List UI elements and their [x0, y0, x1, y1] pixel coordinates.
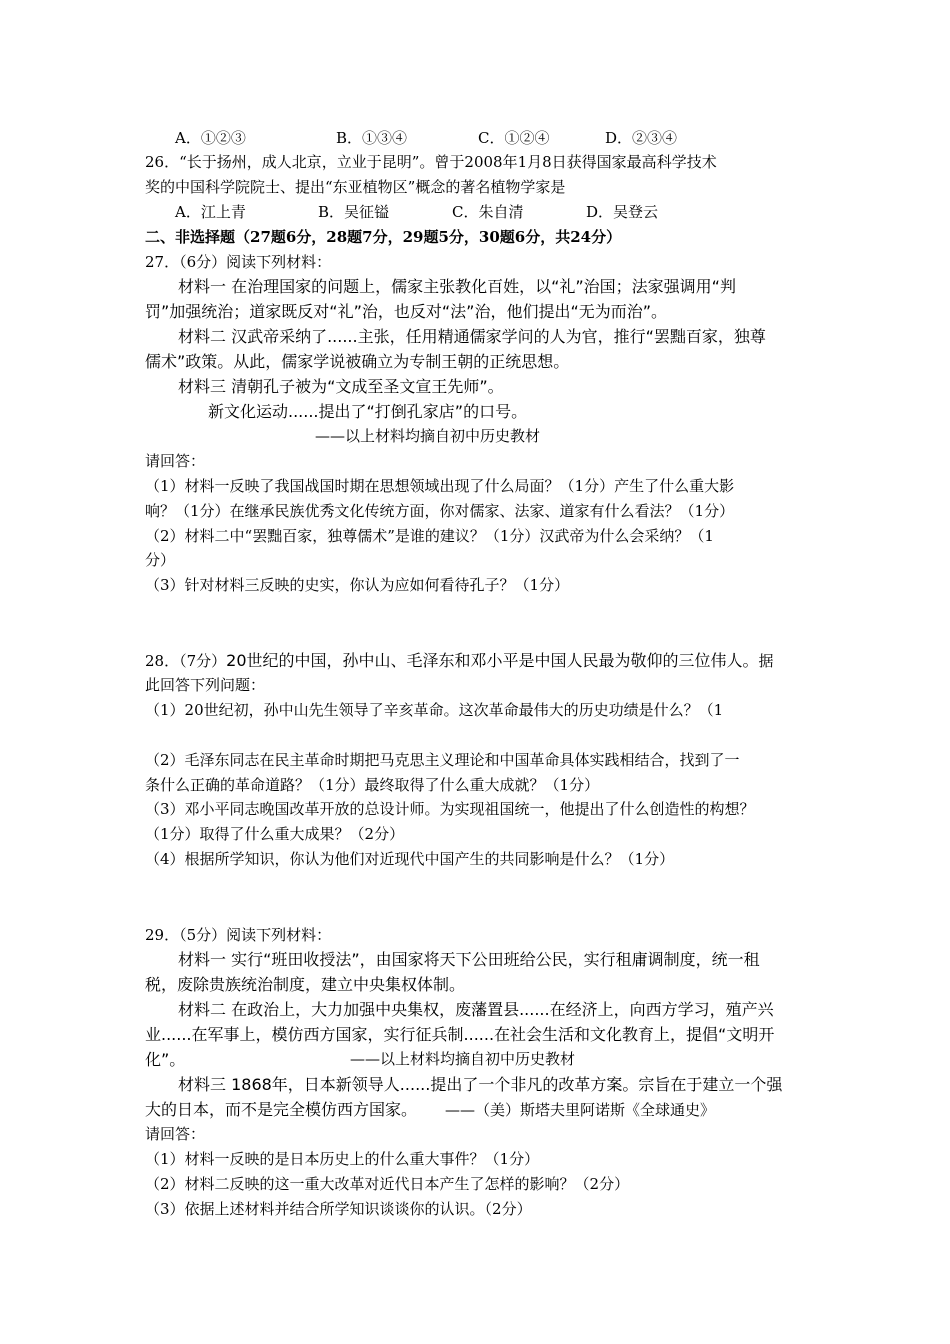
- q27-material2-line2: 儒术”政策。从此，儒家学说被确立为专制王朝的正统思想。: [145, 352, 570, 371]
- q29-material3-line2: 大的日本，而不是完全模仿西方国家。: [145, 1100, 418, 1119]
- section2-heading: 二、非选择题（27题6分，28题7分，29题5分，30题6分，共24分）: [145, 228, 622, 246]
- q28-header-text: 20世纪的中国，孙中山、毛泽东和邓小平是中国人民最为敬仰的三位伟人。: [226, 651, 759, 670]
- q29-material3-line1: 材料三 1868年，日本新领导人......提出了一个非凡的改革方案。宗旨在于建立一个强: [178, 1075, 783, 1094]
- q29-question3: （3）依据上述材料并结合所学知识谈谈你的认识。（2分）: [145, 1200, 532, 1218]
- q28-question3-line1: （3）邓小平同志晚国改革开放的总设计师。为实现祖国统一，他提出了什么创造性的构想？: [145, 800, 755, 818]
- q25-option-a: A．①②③: [175, 129, 246, 147]
- q29-header: 29．（5分）阅读下列材料：: [145, 926, 332, 944]
- q29-material1-line2: 税，废除贵族统治制度，建立中央集权体制。: [145, 975, 466, 994]
- q29-material2-line2: 业......在军事上，模仿西方国家，实行征兵制......在社会生活和文化教育上，提倡“文明开: [145, 1025, 775, 1044]
- q27-question3: （3）针对材料三反映的史实，你认为应如何看待孔子？（1分）: [145, 576, 570, 594]
- q27-source: ——以上材料均摘自初中历史教材: [315, 427, 541, 445]
- q29-question2: （2）材料二反映的这一重大改革对近代日本产生了怎样的影响？（2分）: [145, 1175, 630, 1193]
- q26-option-d: D．吴登云: [586, 203, 659, 221]
- q25-option-b: B．①③④: [336, 129, 408, 147]
- q27-header: 27．（6分）阅读下列材料：: [145, 253, 332, 271]
- q28-header-line2: 此回答下列问题：: [145, 676, 266, 694]
- q26-option-b: B．吴征镒: [318, 203, 390, 221]
- q27-material2-line1: 材料二 汉武帝采纳了......主张，任用精通儒家学问的人为官，推行“罢黜百家，独尊: [178, 327, 766, 346]
- q28-header-tail: 据: [758, 652, 774, 670]
- q25-option-c: C．①②④: [478, 129, 550, 147]
- q29-prompt: 请回答：: [145, 1125, 206, 1143]
- q27-question2-line1: （2）材料二中“罢黜百家，独尊儒术”是谁的建议？（1分）汉武帝为什么会采纳？（1: [145, 527, 714, 545]
- q26-stem-line2: 奖的中国科学院院士、提出“东亚植物区”概念的著名植物学家是: [145, 178, 566, 196]
- q26-option-c: C．朱自清: [452, 203, 524, 221]
- q29-material3-source: ——（美）斯塔夫里阿诺斯《全球通史》: [445, 1101, 716, 1119]
- q29-material2-source: ——以上材料均摘自初中历史教材: [350, 1050, 576, 1068]
- q29-material2-line1: 材料二 在政治上，大力加强中央集权，废藩置县......在经济上，向西方学习，殖产兴: [178, 1000, 774, 1019]
- q27-prompt: 请回答：: [145, 452, 206, 470]
- q28-question3-line2: （1分）取得了什么重大成果？（2分）: [145, 825, 405, 843]
- q27-material3-line2: 新文化运动......提出了“打倒孔家店”的口号。: [208, 402, 528, 421]
- q27-material1-line2: 罚”加强统治；道家既反对“礼”治，也反对“法”治，他们提出“无为而治”。: [145, 302, 668, 321]
- q28-question2-line1: （2）毛泽东同志在民主革命时期把马克思主义理论和中国革命具体实践相结合，找到了一: [145, 751, 740, 769]
- q27-material3-line1: 材料三 清朝孔子被为“文成至圣文宣王先师”。: [178, 377, 504, 396]
- q27-question2-line2: 分）: [145, 551, 176, 569]
- q28-header-score: 28．（7分）: [145, 652, 227, 670]
- q26-stem-line1: 26．“长于扬州，成人北京，立业于昆明”。曾于2008年1月8日获得国家最高科学技术: [145, 153, 717, 171]
- q28-header: [145, 651, 774, 671]
- q27-question1-line2: 响？（1分）在继承民族优秀文化传统方面，你对儒家、法家、道家有什么看法？（1分）: [145, 502, 735, 520]
- q26-option-a: A．江上青: [175, 203, 246, 221]
- q25-option-d: D．②③④: [605, 129, 678, 147]
- q28-question1: （1）20世纪初，孙中山先生领导了辛亥革命。这次革命最伟大的历史功绩是什么？（1: [145, 701, 724, 719]
- q27-question1-line1: （1）材料一反映了我国战国时期在思想领域出现了什么局面？（1分）产生了什么重大影: [145, 477, 735, 495]
- q29-material2-line3: 化”。: [145, 1050, 186, 1069]
- q27-material1-line1: 材料一 在治理国家的问题上，儒家主张教化百姓，以“礼”治国；法家强调用“判: [178, 277, 736, 296]
- q28-question2-line2: 条什么正确的革命道路？（1分）最终取得了什么重大成就？（1分）: [145, 776, 600, 794]
- q29-material1-line1: 材料一 实行“班田收授法”，由国家将天下公田班给公民，实行租庸调制度，统一租: [178, 950, 760, 969]
- q28-question4: （4）根据所学知识，你认为他们对近现代中国产生的共同影响是什么？（1分）: [145, 850, 675, 868]
- q29-question1: （1）材料一反映的是日本历史上的什么重大事件？（1分）: [145, 1150, 540, 1168]
